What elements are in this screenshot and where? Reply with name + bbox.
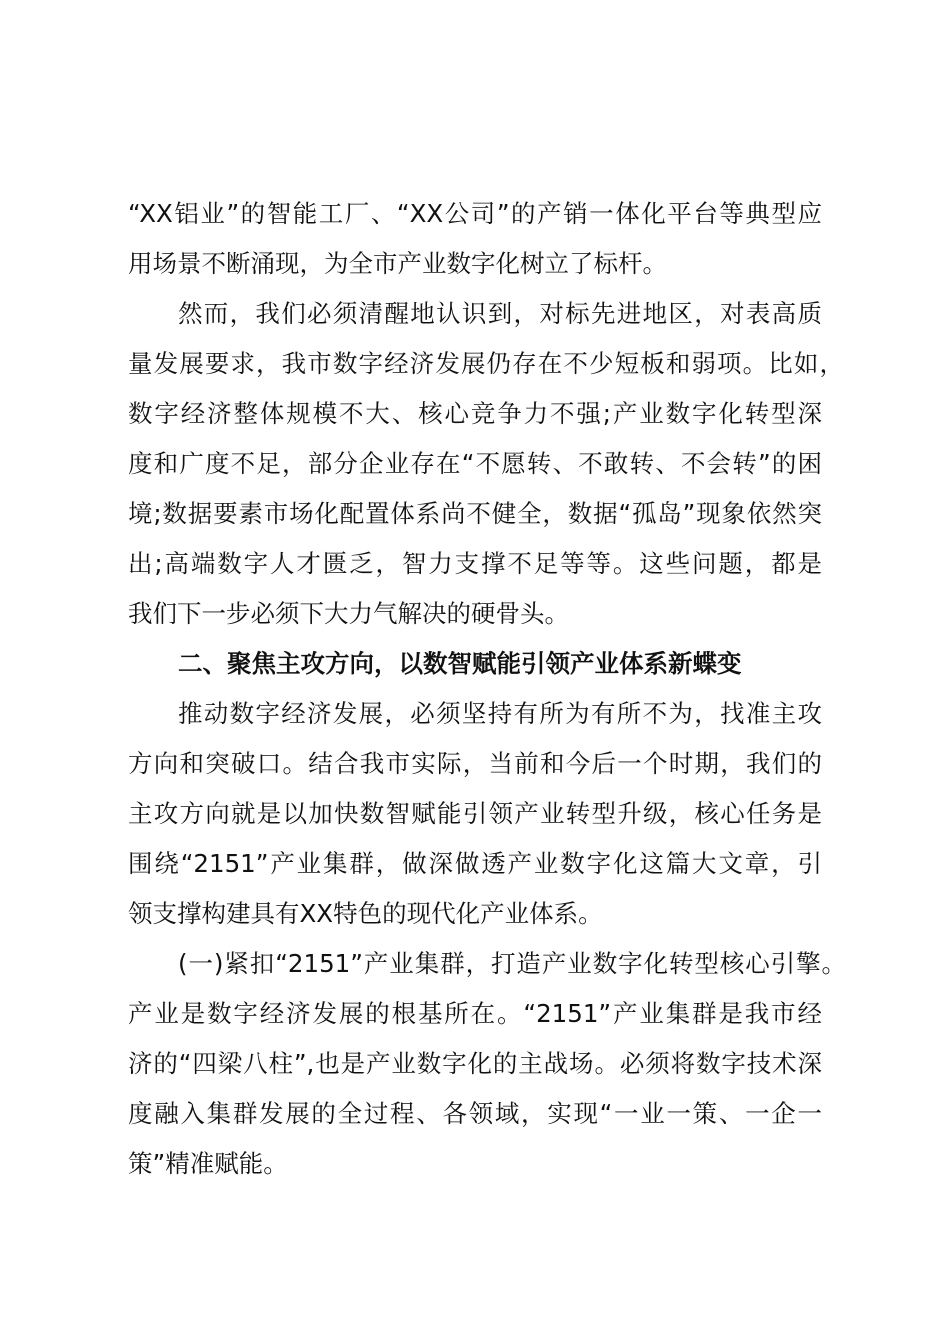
- paragraph-line: 数字经济整体规模不大、核心竞争力不强;产业数字化转型深: [128, 399, 822, 428]
- paragraph-line: 用场景不断涌现，为全市产业数字化树立了标杆。: [128, 249, 667, 278]
- paragraph-line: 围绕“2151”产业集群，做深做透产业数字化这篇大文章，引: [128, 849, 822, 878]
- paragraph-line: 量发展要求，我市数字经济发展仍存在不少短板和弱项。比如，: [128, 349, 844, 378]
- paragraph-line: 推动数字经济发展，必须坚持有所为有所不为，找准主攻: [178, 699, 822, 728]
- paragraph-line: 境;数据要素市场化配置体系尚不健全，数据“孤岛”现象依然突: [128, 499, 822, 528]
- paragraph-line: 策”精准赋能。: [128, 1149, 288, 1178]
- paragraph-line: 出;高端数字人才匮乏，智力支撑不足等等。这些问题，都是: [128, 549, 822, 578]
- section-heading: 二、聚焦主攻方向，以数智赋能引领产业体系新蝶变: [178, 649, 742, 678]
- paragraph-line: 度和广度不足，部分企业存在“不愿转、不敢转、不会转”的困: [128, 449, 822, 478]
- paragraph-line: 济的“四梁八柱”,也是产业数字化的主战场。必须将数字技术深: [128, 1049, 822, 1078]
- paragraph-line: 领支撑构建具有XX特色的现代化产业体系。: [128, 899, 603, 928]
- paragraph-line: 方向和突破口。结合我市实际，当前和今后一个时期，我们的: [128, 749, 822, 778]
- paragraph-line: 主攻方向就是以加快数智赋能引领产业转型升级，核心任务是: [128, 799, 822, 828]
- subsection-heading: (一)紧扣“2151”产业集群，打造产业数字化转型核心引擎。: [178, 949, 846, 978]
- paragraph-line: 然而，我们必须清醒地认识到，对标先进地区，对表高质: [178, 299, 822, 328]
- paragraph-line: “XX铝业”的智能工厂、“XX公司”的产销一体化平台等典型应: [128, 199, 822, 228]
- paragraph-line: 产业是数字经济发展的根基所在。“2151”产业集群是我市经: [128, 999, 822, 1028]
- paragraph-line: 我们下一步必须下大力气解决的硬骨头。: [128, 599, 569, 628]
- paragraph-line: 度融入集群发展的全过程、各领域，实现“一业一策、一企一: [128, 1099, 822, 1128]
